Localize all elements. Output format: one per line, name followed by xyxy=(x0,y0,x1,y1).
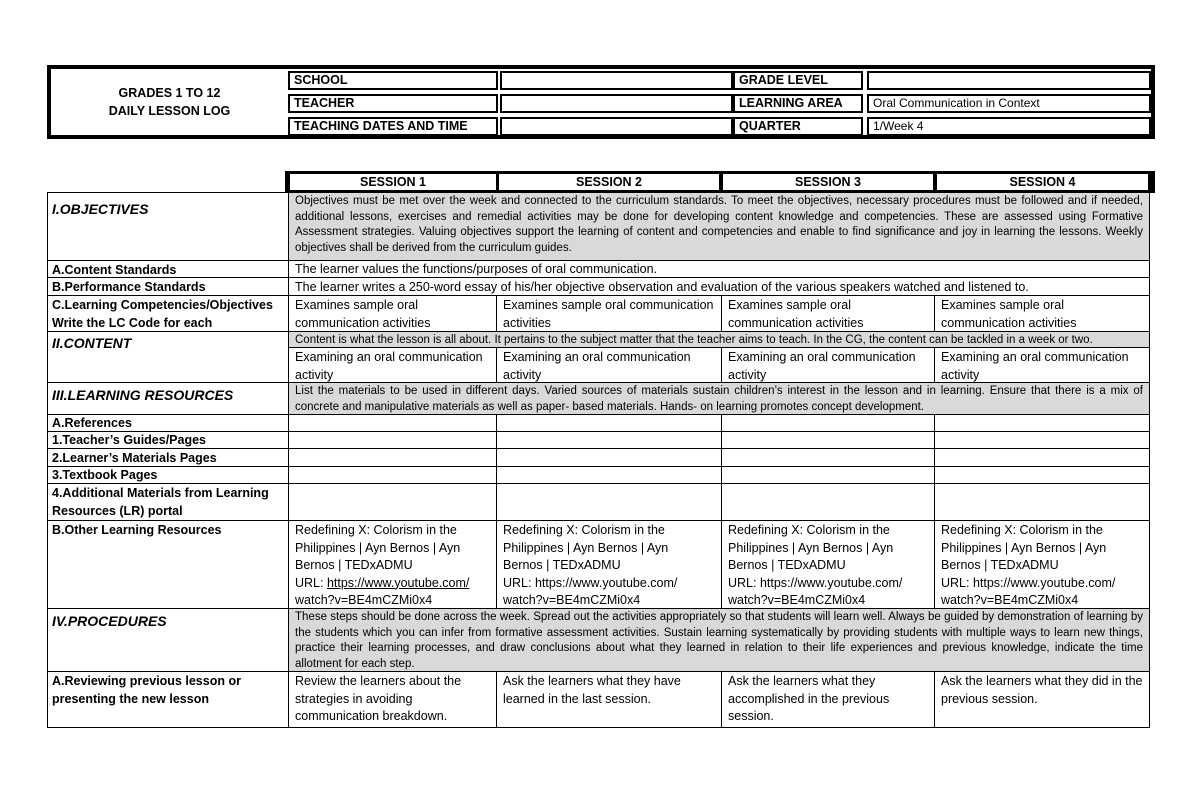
resource-title-line-1: Redefining X: Colorism in the xyxy=(295,523,457,537)
competencies-label-line-2: Write the LC Code for each xyxy=(52,315,213,330)
teaching-dates-label: TEACHING DATES AND TIME xyxy=(288,117,498,136)
other-resources-session-4 xyxy=(934,520,1150,609)
procedures-label: IV.PROCEDURES xyxy=(47,608,289,672)
content-standards-text: The learner values the functions/purposes of oral communication. xyxy=(288,260,1150,278)
learners-materials-session-1 xyxy=(288,448,497,467)
reviewing-session-3: Ask the learners what they accomplished in the previous session. xyxy=(721,671,935,728)
resource-url xyxy=(941,575,1143,593)
url-text: https://www.youtube.com/ xyxy=(759,575,903,590)
session-3-header: SESSION 3 xyxy=(723,174,933,190)
content-instructions: Content is what the lesson is all about. It pertains to the subject matter that the teacher aims to teach. In the CG, the content can be tackled in a week or two. xyxy=(288,331,1150,348)
content-session-2: Examining an oral communication activity xyxy=(496,347,722,383)
resource-title-line-3: Bernos | TEDxADMU xyxy=(728,558,846,572)
performance-standards-label: B.Performance Standards xyxy=(47,277,289,296)
competencies-session-1: Examines sample oral communication activities xyxy=(288,295,497,332)
url-text: https://www.youtube.com/ xyxy=(972,575,1116,590)
references-session-4 xyxy=(934,414,1150,432)
resource-title-line-2: Philippines | Ayn Bernos | Ayn xyxy=(295,540,461,555)
competencies-label-line-1: C.Learning Competencies/Objectives xyxy=(52,298,273,312)
additional-materials-session-2 xyxy=(496,483,722,521)
additional-materials-session-1 xyxy=(288,483,497,521)
lesson-table xyxy=(47,192,1150,730)
reviewing-session-2: Ask the learners what they have learned in the last session. xyxy=(496,671,722,728)
textbook-pages-label: 3.Textbook Pages xyxy=(47,466,289,484)
additional-materials-line-2: Resources (LR) portal xyxy=(52,503,183,518)
school-label: SCHOOL xyxy=(288,71,498,90)
youtube-link[interactable]: https://www.youtube.com/ xyxy=(326,575,470,590)
resource-title-line-3: Bernos | TEDxADMU xyxy=(941,558,1059,572)
resource-title-line-3: Bernos | TEDxADMU xyxy=(503,558,621,572)
competencies-session-3: Examines sample oral communication activities xyxy=(721,295,935,332)
url-text: https://www.youtube.com/ xyxy=(534,575,678,590)
resource-title-line-1: Redefining X: Colorism in the xyxy=(728,523,890,537)
url-label: URL: xyxy=(503,575,535,590)
performance-standards-text: The learner writes a 250-word essay of his/her objective observation and evaluation of the various speakers watched and listened to. xyxy=(288,277,1150,296)
resource-url xyxy=(503,575,715,593)
learners-materials-session-4 xyxy=(934,448,1150,467)
url-label: URL: xyxy=(941,575,973,590)
references-session-2 xyxy=(496,414,722,432)
competencies-session-4: Examines sample oral communication activities xyxy=(934,295,1150,332)
teachers-guides-session-4 xyxy=(934,431,1150,449)
content-session-4: Examining an oral communication activity xyxy=(934,347,1150,383)
reviewing-session-4: Ask the learners what they did in the previous session. xyxy=(934,671,1150,728)
textbook-pages-session-1 xyxy=(288,466,497,484)
resource-title-line-1: Redefining X: Colorism in the xyxy=(941,523,1103,537)
title-line-1: GRADES 1 TO 12 xyxy=(118,86,221,100)
resource-title-line-3: Bernos | TEDxADMU xyxy=(295,558,413,572)
reviewing-lesson-line-2: presenting the new lesson xyxy=(52,691,209,706)
additional-materials-label xyxy=(47,483,289,521)
textbook-pages-session-2 xyxy=(496,466,722,484)
session-header-bar xyxy=(285,171,1155,193)
session-4-header: SESSION 4 xyxy=(937,174,1148,190)
content-session-1: Examining an oral communication activity xyxy=(288,347,497,383)
resource-title-line-1: Redefining X: Colorism in the xyxy=(503,523,665,537)
reviewing-lesson-label xyxy=(47,671,289,728)
grade-level-label: GRADE LEVEL xyxy=(733,71,863,90)
resource-url xyxy=(728,575,928,593)
header-block xyxy=(47,65,1155,139)
additional-materials-line-1: 4.Additional Materials from Learning xyxy=(52,486,269,500)
references-session-3 xyxy=(721,414,935,432)
references-label: A.References xyxy=(47,414,289,432)
learning-resources-label: III.LEARNING RESOURCES xyxy=(47,382,289,415)
title-line-2: DAILY LESSON LOG xyxy=(108,104,231,118)
url-continuation: watch?v=BE4mCZMi0x4 xyxy=(503,593,641,607)
objectives-label: I.OBJECTIVES xyxy=(47,192,289,261)
resource-title-line-2: Philippines | Ayn Bernos | Ayn xyxy=(728,540,894,555)
quarter-field[interactable]: 1/Week 4 xyxy=(867,117,1151,136)
additional-materials-session-4 xyxy=(934,483,1150,521)
content-standards-label: A.Content Standards xyxy=(47,260,289,278)
url-continuation: watch?v=BE4mCZMi0x4 xyxy=(941,593,1079,607)
teacher-label: TEACHER xyxy=(288,94,498,113)
competencies-session-2: Examines sample oral communication activities xyxy=(496,295,722,332)
teachers-guides-session-1 xyxy=(288,431,497,449)
other-resources-session-3 xyxy=(721,520,935,609)
reviewing-lesson-line-1: A.Reviewing previous lesson or xyxy=(52,674,241,688)
procedures-instructions: These steps should be done across the week. Spread out the activities appropriately so that students will learn well. Always be guided by demonstration of learning by the students which you can infer from formative assessment activities. Sustain learning systematically by providing students with multiple ways to learn new things, practice their learning processes, and draw conclusions about what they learned in relation to their life experiences and previous knowledge, indicate the time allotment for each step. xyxy=(288,608,1150,672)
content-session-3: Examining an oral communication activity xyxy=(721,347,935,383)
learners-materials-label: 2.Learner’s Materials Pages xyxy=(47,448,289,467)
other-resources-session-1 xyxy=(288,520,497,609)
teachers-guides-label: 1.Teacher’s Guides/Pages xyxy=(47,431,289,449)
teacher-field[interactable] xyxy=(500,94,733,113)
url-continuation: watch?v=BE4mCZMi0x4 xyxy=(728,593,866,607)
learning-area-field[interactable]: Oral Communication in Context xyxy=(867,94,1151,113)
learning-resources-instructions: List the materials to be used in different days. Varied sources of materials sustain children’s interest in the lesson and in learning. Ensure that there is a mix of concrete and manipulative materials as well as paper- based materials. Hands- on learning promotes concept development. xyxy=(288,382,1150,415)
textbook-pages-session-4 xyxy=(934,466,1150,484)
resource-title-line-2: Philippines | Ayn Bernos | Ayn xyxy=(941,540,1107,555)
learning-area-label: LEARNING AREA xyxy=(733,94,863,113)
learners-materials-session-3 xyxy=(721,448,935,467)
content-label: II.CONTENT xyxy=(47,331,289,383)
resource-url xyxy=(295,575,490,593)
objectives-instructions: Objectives must be met over the week and connected to the curriculum standards. To meet the objectives, necessary procedures must be followed and if needed, additional lessons, exercises and remedial activities may be done for developing content knowledge and competencies. These are assessed using Formative Assessment strategies. Valuing objectives support the learning of content and competencies and enable to find significance and joy in learning the lessons. Weekly objectives shall be derived from the curriculum guides. xyxy=(288,192,1150,261)
url-continuation: watch?v=BE4mCZMi0x4 xyxy=(295,593,433,607)
grade-level-field[interactable] xyxy=(867,71,1151,90)
references-session-1 xyxy=(288,414,497,432)
resource-title-line-2: Philippines | Ayn Bernos | Ayn xyxy=(503,540,669,555)
textbook-pages-session-3 xyxy=(721,466,935,484)
other-resources-session-2 xyxy=(496,520,722,609)
additional-materials-session-3 xyxy=(721,483,935,521)
session-1-header: SESSION 1 xyxy=(290,174,496,190)
session-2-header: SESSION 2 xyxy=(499,174,719,190)
learners-materials-session-2 xyxy=(496,448,722,467)
teachers-guides-session-3 xyxy=(721,431,935,449)
teaching-dates-field[interactable] xyxy=(500,117,733,136)
other-resources-label: B.Other Learning Resources xyxy=(47,520,289,609)
url-label: URL: xyxy=(728,575,760,590)
teachers-guides-session-2 xyxy=(496,431,722,449)
reviewing-session-1: Review the learners about the strategies in avoiding communication breakdown. xyxy=(288,671,497,728)
school-field[interactable] xyxy=(500,71,733,90)
url-label: URL: xyxy=(295,575,327,590)
competencies-label xyxy=(47,295,289,332)
quarter-label: QUARTER xyxy=(733,117,863,136)
log-title xyxy=(51,69,288,135)
